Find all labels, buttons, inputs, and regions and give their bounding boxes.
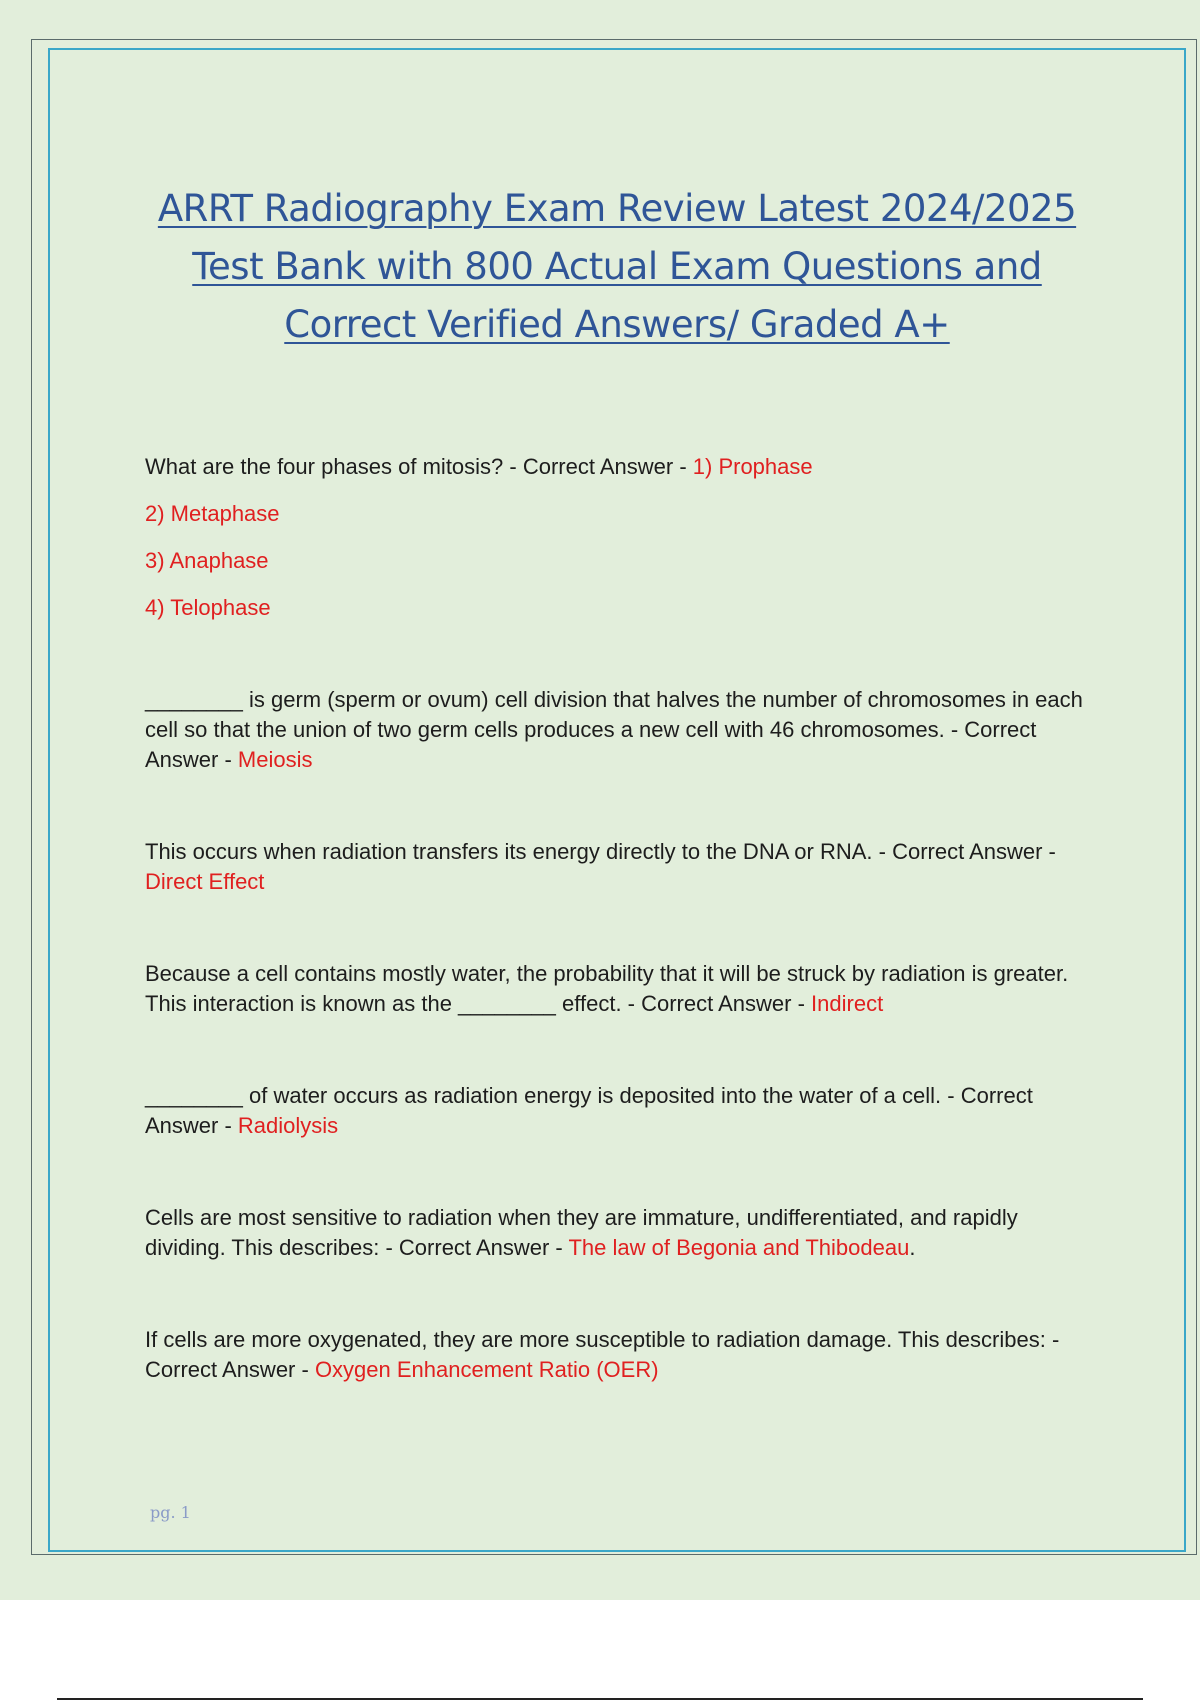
answer-line: 3) Anaphase [145, 548, 269, 573]
qa-item-7 [145, 1325, 1085, 1385]
qa-item-4 [145, 959, 1085, 1019]
qa-item-1 [145, 452, 1085, 482]
question-text: ________ is germ (sperm or ovum) cell division that halves the number of chromosomes in each cell so that the union of two germ cells produces a new cell with 46 chromosomes. - Correct Answer - [145, 687, 1083, 772]
answer-text: Oxygen Enhancement Ratio (OER) [314, 1357, 659, 1382]
question-text: This occurs when radiation transfers its energy directly to the DNA or RNA. - Correct Answer - [145, 839, 1056, 864]
title-line-3: Correct Verified Answers/ Graded A+ [284, 303, 950, 346]
document-title [120, 180, 1114, 354]
page-number: pg. 1 [150, 1503, 191, 1522]
answer-text: The law of Begonia and Thibodeau [568, 1235, 910, 1260]
answer-line: 2) Metaphase [145, 501, 280, 526]
question-text: What are the four phases of mitosis? - Correct Answer - [145, 454, 693, 479]
answer-text: Direct Effect [145, 869, 265, 894]
qa-list [145, 452, 1085, 1385]
answer-suffix: . [909, 1235, 916, 1260]
question-text: If cells are more oxygenated, they are more susceptible to radiation damage. This describes: - Correct Answer - [145, 1327, 1060, 1382]
answer-line: 4) Telophase [145, 595, 271, 620]
qa-item-2 [145, 685, 1085, 775]
qa-item-3 [145, 837, 1085, 897]
answer-text: Indirect [811, 991, 884, 1016]
answer-text: Meiosis [237, 747, 313, 772]
question-text: Cells are most sensitive to radiation when they are immature, undifferentiated, and rapidly dividing. This describes: - Correct Answer - [145, 1205, 1018, 1260]
title-line-1: ARRT Radiography Exam Review Latest 2024/2025 [157, 187, 1077, 230]
question-text: Because a cell contains mostly water, the probability that it will be struck by radiation is greater. This interaction is known as the ________ effect. - Correct Answer - [145, 961, 1069, 1016]
title-line-2: Test Bank with 800 Actual Exam Questions and [192, 245, 1042, 288]
qa-item-5 [145, 1081, 1085, 1141]
qa-item-6 [145, 1203, 1085, 1263]
answer-text: 1) Prophase [692, 454, 813, 479]
answer-text: Radiolysis [237, 1113, 339, 1138]
question-text: ________ of water occurs as radiation energy is deposited into the water of a cell. - Correct Answer - [145, 1083, 1033, 1138]
